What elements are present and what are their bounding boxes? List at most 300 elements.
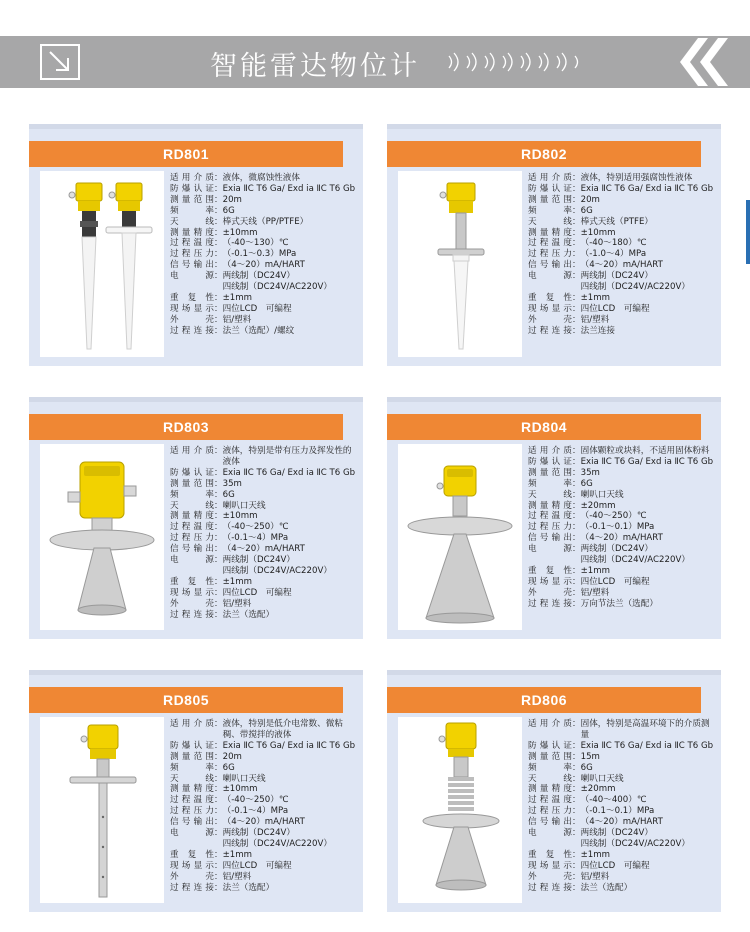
- spec-label: 现场显示: [170, 587, 214, 598]
- spec-colon: ：: [214, 511, 223, 522]
- spec-row: [528, 741, 718, 752]
- spec-label: [528, 555, 572, 566]
- spec-label: 信号输出: [528, 817, 572, 828]
- spec-row: [170, 719, 360, 741]
- spec-row: [170, 228, 360, 239]
- spec-label: 重复性: [528, 565, 572, 576]
- spec-label: 防爆认证: [170, 183, 214, 194]
- spec-row: [528, 555, 718, 566]
- spec-row: [170, 315, 360, 326]
- spec-row: [528, 195, 718, 206]
- spec-colon: ：: [214, 522, 223, 533]
- spec-value: 四线制（DC24V/AC220V）: [580, 555, 690, 566]
- product-card-rd805: [29, 670, 363, 912]
- spec-row: [170, 271, 360, 282]
- double-chevron-icon: [676, 36, 736, 88]
- spec-value: 6G: [222, 205, 235, 216]
- spec-colon: ：: [572, 522, 581, 533]
- spec-row: [528, 490, 718, 501]
- spec-label: 测量精度: [528, 227, 572, 238]
- spec-colon: ：: [572, 194, 581, 205]
- spec-value: 喇叭口天线: [222, 500, 266, 511]
- spec-colon: ：: [572, 205, 581, 216]
- spec-row: [170, 304, 360, 315]
- spec-value: 两线制（DC24V）: [580, 544, 654, 555]
- spec-value: 20m: [580, 194, 600, 205]
- spec-row: [170, 588, 360, 599]
- product-model: RD801: [162, 146, 210, 162]
- spec-label: 过程温度: [170, 795, 214, 806]
- spec-value: ±1mm: [222, 576, 253, 587]
- spec-label: 天线: [528, 773, 572, 784]
- spec-row: [528, 795, 718, 806]
- product-model: RD806: [520, 692, 568, 708]
- spec-row: [170, 784, 360, 795]
- spec-value: 6G: [222, 762, 235, 773]
- spec-colon: ：: [572, 773, 581, 784]
- spec-value: 四线制（DC24V/AC220V）: [222, 565, 332, 576]
- spec-value: 棒式天线（PP/PTFE）: [222, 216, 309, 227]
- page-edge-marker: [746, 200, 750, 264]
- spec-row: [170, 817, 360, 828]
- spec-row: [528, 522, 718, 533]
- product-image: [398, 717, 522, 903]
- spec-colon: ：: [214, 446, 223, 456]
- spec-colon: ：: [214, 249, 223, 260]
- spec-label: 过程温度: [528, 238, 572, 249]
- spec-value: （-40～180）℃: [580, 238, 647, 249]
- spec-row: [528, 217, 718, 228]
- header-banner: [0, 36, 750, 88]
- spec-label: 测量精度: [170, 227, 214, 238]
- spec-value: （4～20）mA/HART: [222, 817, 305, 828]
- product-model: RD804: [520, 419, 568, 435]
- spec-value: 35m: [222, 478, 242, 489]
- spec-value: 四位LCD 可编程: [580, 303, 650, 314]
- spec-row: [170, 195, 360, 206]
- spec-row: [528, 238, 718, 249]
- spec-colon: ：: [572, 751, 581, 762]
- spec-value: （4～20）mA/HART: [222, 544, 305, 555]
- spec-row: [528, 206, 718, 217]
- spec-row: [170, 872, 360, 883]
- spec-row: [170, 217, 360, 228]
- spec-row: [528, 304, 718, 315]
- card-header: [387, 687, 701, 713]
- spec-colon: ：: [572, 849, 581, 860]
- spec-row: [528, 249, 718, 260]
- spec-row: [170, 326, 360, 337]
- spec-label: 过程温度: [170, 522, 214, 533]
- spec-label: 过程压力: [170, 533, 214, 544]
- spec-row: [528, 850, 718, 861]
- spec-colon: ：: [572, 325, 581, 336]
- spec-row: [170, 566, 360, 577]
- spec-label: 外壳: [170, 871, 214, 882]
- spec-label: 电源: [528, 828, 572, 839]
- spec-colon: ：: [572, 303, 581, 314]
- spec-label: 过程压力: [170, 249, 214, 260]
- spec-label: 防爆认证: [528, 456, 572, 467]
- spec-row: [528, 544, 718, 555]
- spec-label: 电源: [170, 555, 214, 566]
- spec-label: 天线: [528, 216, 572, 227]
- product-model: RD803: [162, 419, 210, 435]
- spec-label: 频率: [528, 205, 572, 216]
- spec-label: 过程压力: [528, 522, 572, 533]
- product-image: [398, 171, 522, 357]
- spec-label: [528, 839, 572, 850]
- spec-colon: ：: [214, 544, 223, 555]
- spec-value: 四位LCD 可编程: [580, 576, 650, 587]
- spec-row: [528, 173, 718, 184]
- spec-label: 信号输出: [170, 260, 214, 271]
- spec-row: [528, 752, 718, 763]
- spec-label: 电源: [170, 271, 214, 282]
- spec-colon: ：: [572, 216, 581, 227]
- spec-value: 两线制（DC24V）: [580, 271, 654, 282]
- spec-value: 四线制（DC24V/AC220V）: [222, 838, 332, 849]
- spec-label: 频率: [170, 762, 214, 773]
- spec-colon: ：: [214, 882, 223, 893]
- spec-colon: ：: [214, 325, 223, 336]
- spec-value: （-0.1～0.3）MPa: [222, 249, 297, 260]
- spec-colon: ：: [572, 511, 581, 522]
- spec-row: [528, 817, 718, 828]
- spec-row: [528, 883, 718, 894]
- spec-row: [528, 479, 718, 490]
- spec-label: 信号输出: [170, 817, 214, 828]
- spec-row: [528, 719, 718, 741]
- spec-row: [170, 763, 360, 774]
- spec-colon: [572, 282, 581, 293]
- spec-value: 法兰（选配）/螺纹: [222, 325, 295, 336]
- card-header: [29, 141, 343, 167]
- spec-value: （4～20）mA/HART: [580, 817, 663, 828]
- spec-colon: ：: [572, 227, 581, 238]
- spec-colon: ：: [214, 478, 223, 489]
- spec-label: 现场显示: [528, 303, 572, 314]
- spec-colon: ：: [572, 565, 581, 576]
- spec-label: 测量精度: [170, 784, 214, 795]
- spec-value: （-0.1～4）MPa: [222, 533, 289, 544]
- spec-value: 铝/塑料: [580, 587, 610, 598]
- spec-value: 四位LCD 可编程: [222, 860, 292, 871]
- spec-value: Exia ⅡC T6 Ga/ Exd ia ⅡC T6 Gb: [580, 456, 714, 467]
- spec-colon: ：: [572, 238, 581, 249]
- spec-colon: ：: [572, 828, 581, 839]
- spec-value: 35m: [580, 467, 600, 478]
- spec-colon: ：: [572, 533, 581, 544]
- spec-colon: ：: [214, 292, 223, 303]
- spec-value: ±10mm: [222, 227, 258, 238]
- spec-value: 万向节法兰（选配）: [580, 598, 658, 609]
- spec-value: 喇叭口天线: [580, 773, 624, 784]
- spec-colon: ：: [214, 216, 223, 227]
- card-header: [29, 414, 343, 440]
- spec-colon: ：: [572, 183, 581, 194]
- spec-row: [170, 774, 360, 785]
- page-title: 智能雷达物位计: [210, 51, 420, 82]
- spec-row: [170, 610, 360, 621]
- spec-colon: ：: [214, 183, 223, 194]
- spec-label: 电源: [170, 828, 214, 839]
- spec-colon: ：: [214, 194, 223, 205]
- spec-label: 天线: [170, 500, 214, 511]
- spec-row: [170, 741, 360, 752]
- spec-value: （-0.1～4）MPa: [222, 806, 289, 817]
- spec-label: 过程压力: [528, 249, 572, 260]
- spec-value: 四线制（DC24V/AC220V）: [580, 838, 690, 849]
- spec-value: 两线制（DC24V）: [222, 271, 296, 282]
- spec-value: （4～20）mA/HART: [580, 533, 663, 544]
- spec-colon: ：: [214, 806, 223, 817]
- spec-row: [170, 446, 360, 468]
- spec-label: 信号输出: [170, 544, 214, 555]
- spec-value: 20m: [222, 751, 242, 762]
- spec-label: 现场显示: [528, 860, 572, 871]
- spec-row: [528, 828, 718, 839]
- spec-value: ±1mm: [580, 849, 611, 860]
- spec-row: [170, 173, 360, 184]
- product-image: [40, 717, 164, 903]
- spec-label: 过程连接: [528, 325, 572, 336]
- spec-list: [170, 719, 360, 894]
- spec-list: [528, 173, 718, 337]
- spec-colon: ：: [214, 849, 223, 860]
- spec-row: [170, 752, 360, 763]
- spec-row: [170, 839, 360, 850]
- spec-colon: ：: [572, 292, 581, 303]
- spec-label: [170, 282, 214, 293]
- spec-colon: ：: [214, 828, 223, 839]
- spec-list: [170, 173, 360, 337]
- spec-colon: ：: [214, 817, 223, 828]
- spec-value: （-0.1～0.1）MPa: [580, 806, 655, 817]
- spec-colon: ：: [572, 587, 581, 598]
- spec-value: 固体颗粒或块料，不适用固体粉料: [580, 446, 710, 456]
- spec-value: 四线制（DC24V/AC220V）: [580, 282, 690, 293]
- spec-label: 防爆认证: [528, 183, 572, 194]
- spec-value: （-40～250）℃: [222, 795, 289, 806]
- spec-label: 过程连接: [528, 598, 572, 609]
- spec-label: 测量范围: [170, 194, 214, 205]
- spec-colon: ：: [572, 806, 581, 817]
- spec-colon: ：: [572, 489, 581, 500]
- spec-colon: ：: [214, 762, 223, 773]
- spec-label: 重复性: [170, 849, 214, 860]
- spec-label: 重复性: [528, 292, 572, 303]
- spec-value: Exia ⅡC T6 Ga/ Exd ia ⅡC T6 Gb: [222, 467, 356, 478]
- spec-row: [528, 446, 718, 457]
- spec-row: [170, 468, 360, 479]
- spec-value: 四位LCD 可编程: [222, 587, 292, 598]
- spec-value: （4～20）mA/HART: [580, 260, 663, 271]
- spec-colon: ：: [572, 719, 581, 729]
- spec-label: 测量范围: [170, 478, 214, 489]
- spec-value: 15m: [580, 751, 600, 762]
- spec-value: 法兰连接: [580, 325, 615, 336]
- spec-value: Exia ⅡC T6 Ga/ Exd ia ⅡC T6 Gb: [580, 740, 714, 751]
- spec-colon: ：: [214, 587, 223, 598]
- spec-value: 铝/塑料: [222, 598, 252, 609]
- spec-row: [528, 326, 718, 337]
- spec-colon: ：: [572, 544, 581, 555]
- spec-row: [528, 784, 718, 795]
- spec-label: 测量精度: [528, 500, 572, 511]
- spec-row: [170, 806, 360, 817]
- spec-value: 铝/塑料: [222, 871, 252, 882]
- spec-label: 过程温度: [528, 511, 572, 522]
- spec-value: 棒式天线（PTFE）: [580, 216, 653, 227]
- spec-row: [528, 872, 718, 883]
- spec-row: [170, 883, 360, 894]
- card-header: [387, 414, 701, 440]
- spec-label: 外壳: [528, 871, 572, 882]
- spec-colon: ：: [572, 173, 581, 183]
- spec-row: [170, 599, 360, 610]
- spec-row: [528, 588, 718, 599]
- spec-colon: [572, 839, 581, 850]
- spec-row: [528, 184, 718, 195]
- spec-label: [170, 839, 214, 850]
- spec-row: [170, 511, 360, 522]
- spec-row: [528, 774, 718, 785]
- spec-value: ±20mm: [580, 500, 616, 511]
- spec-row: [528, 763, 718, 774]
- spec-label: 测量范围: [170, 751, 214, 762]
- spec-label: 外壳: [170, 598, 214, 609]
- spec-row: [170, 850, 360, 861]
- spec-row: [528, 228, 718, 239]
- spec-label: 适用介质: [170, 446, 214, 456]
- product-image: [40, 171, 164, 357]
- spec-value: 铝/塑料: [580, 314, 610, 325]
- spec-colon: ：: [214, 784, 223, 795]
- product-image: [40, 444, 164, 630]
- spec-row: [170, 479, 360, 490]
- spec-colon: ：: [214, 871, 223, 882]
- spec-label: 重复性: [170, 292, 214, 303]
- spec-value: （-40～250）℃: [222, 522, 289, 533]
- spec-row: [170, 490, 360, 501]
- spec-label: 天线: [170, 773, 214, 784]
- spec-colon: ：: [214, 773, 223, 784]
- spec-value: 法兰（选配）: [222, 882, 275, 893]
- spec-row: [170, 249, 360, 260]
- spec-row: [528, 315, 718, 326]
- spec-value: 四线制（DC24V/AC220V）: [222, 282, 332, 293]
- spec-colon: ：: [572, 795, 581, 806]
- spec-label: 测量范围: [528, 751, 572, 762]
- spec-value: ±1mm: [580, 565, 611, 576]
- spec-label: 过程压力: [528, 806, 572, 817]
- spec-label: 频率: [170, 205, 214, 216]
- spec-colon: ：: [572, 456, 581, 467]
- spec-row: [528, 271, 718, 282]
- spec-value: 四位LCD 可编程: [580, 860, 650, 871]
- spec-colon: ：: [214, 205, 223, 216]
- card-header: [387, 141, 701, 167]
- spec-colon: ：: [214, 795, 223, 806]
- spec-colon: [572, 555, 581, 566]
- spec-label: 电源: [528, 271, 572, 282]
- spec-colon: ：: [572, 249, 581, 260]
- product-model: RD802: [520, 146, 568, 162]
- spec-value: ±1mm: [222, 292, 253, 303]
- product-card-rd804: [387, 397, 721, 639]
- spec-row: [528, 599, 718, 610]
- spec-label: 重复性: [170, 576, 214, 587]
- spec-row: [528, 566, 718, 577]
- spec-value: 液体，特别适用强腐蚀性液体: [580, 173, 693, 183]
- spec-label: 天线: [170, 216, 214, 227]
- product-card-rd806: [387, 670, 721, 912]
- spec-value: （-40～250）℃: [580, 511, 647, 522]
- spec-value: （-1.0～4）MPa: [580, 249, 647, 260]
- spec-colon: ：: [572, 271, 581, 282]
- spec-row: [528, 282, 718, 293]
- spec-colon: ：: [572, 314, 581, 325]
- spec-value: 6G: [580, 762, 593, 773]
- spec-value: 6G: [580, 205, 593, 216]
- spec-colon: ：: [572, 478, 581, 489]
- spec-colon: ：: [214, 238, 223, 249]
- spec-row: [528, 457, 718, 468]
- corner-arrow-icon: [40, 44, 80, 80]
- spec-label: 重复性: [528, 849, 572, 860]
- spec-value: ±10mm: [580, 227, 616, 238]
- spec-label: 外壳: [170, 314, 214, 325]
- spec-value: 6G: [222, 489, 235, 500]
- spec-colon: ：: [572, 784, 581, 795]
- spec-label: 天线: [528, 489, 572, 500]
- spec-label: 测量范围: [528, 194, 572, 205]
- spec-value: 两线制（DC24V）: [222, 555, 296, 566]
- spec-list: [528, 719, 718, 894]
- spec-label: [528, 282, 572, 293]
- spec-label: 防爆认证: [170, 467, 214, 478]
- spec-row: [528, 577, 718, 588]
- spec-colon: ：: [572, 467, 581, 478]
- spec-label: 频率: [528, 762, 572, 773]
- spec-colon: ：: [214, 500, 223, 511]
- spec-label: 频率: [170, 489, 214, 500]
- spec-value: 固体，特别是高温环境下的介质测量: [580, 719, 710, 740]
- spec-label: 现场显示: [170, 303, 214, 314]
- spec-label: 过程连接: [170, 882, 214, 893]
- product-model: RD805: [162, 692, 210, 708]
- spec-value: Exia ⅡC T6 Ga/ Exd ia ⅡC T6 Gb: [222, 183, 356, 194]
- spec-value: （-40～400）℃: [580, 795, 647, 806]
- spec-label: 信号输出: [528, 533, 572, 544]
- spec-colon: ：: [572, 762, 581, 773]
- product-card-rd803: [29, 397, 363, 639]
- spec-label: 过程连接: [170, 325, 214, 336]
- spec-label: 防爆认证: [170, 740, 214, 751]
- spec-value: （-0.1～0.1）MPa: [580, 522, 655, 533]
- spec-value: 液体，微腐蚀性液体: [222, 173, 300, 183]
- spec-row: [170, 577, 360, 588]
- spec-row: [170, 293, 360, 304]
- spec-colon: [214, 282, 223, 293]
- spec-row: [170, 828, 360, 839]
- spec-row: [170, 533, 360, 544]
- signal-waves-icon: [445, 50, 585, 74]
- spec-value: 液体，特别是低介电常数、微粘稠、带搅拌的液体: [222, 719, 343, 740]
- spec-value: ±10mm: [222, 511, 258, 522]
- spec-colon: ：: [572, 817, 581, 828]
